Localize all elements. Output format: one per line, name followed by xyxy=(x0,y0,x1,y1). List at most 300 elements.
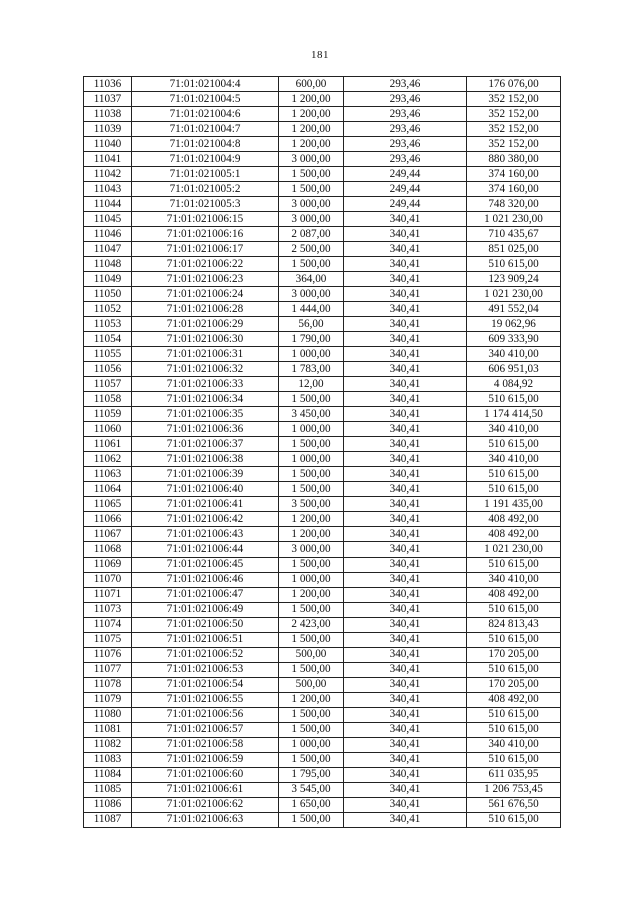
value-cell: 510 615,00 xyxy=(467,812,561,827)
row-number-cell: 11073 xyxy=(84,602,132,617)
table-row xyxy=(84,347,561,362)
row-number-cell: 11079 xyxy=(84,692,132,707)
cadastral-number-cell: 71:01:021006:49 xyxy=(132,602,279,617)
value-cell: 176 076,00 xyxy=(467,77,561,92)
land-plot-table xyxy=(83,76,561,828)
value-cell: 352 152,00 xyxy=(467,137,561,152)
table-row xyxy=(84,92,561,107)
rate-cell: 340,41 xyxy=(344,272,467,287)
cadastral-number-cell: 71:01:021006:59 xyxy=(132,752,279,767)
rate-cell: 340,41 xyxy=(344,557,467,572)
table-row xyxy=(84,122,561,137)
area-cell: 500,00 xyxy=(279,647,344,662)
value-cell: 123 909,24 xyxy=(467,272,561,287)
rate-cell: 340,41 xyxy=(344,572,467,587)
row-number-cell: 11050 xyxy=(84,287,132,302)
area-cell: 3 000,00 xyxy=(279,212,344,227)
page-number: 181 xyxy=(311,49,329,61)
cadastral-number-cell: 71:01:021005:3 xyxy=(132,197,279,212)
value-cell: 1 021 230,00 xyxy=(467,542,561,557)
table-row xyxy=(84,392,561,407)
row-number-cell: 11047 xyxy=(84,242,132,257)
row-number-cell: 11058 xyxy=(84,392,132,407)
cadastral-number-cell: 71:01:021006:53 xyxy=(132,662,279,677)
rate-cell: 340,41 xyxy=(344,692,467,707)
cadastral-number-cell: 71:01:021006:35 xyxy=(132,407,279,422)
row-number-cell: 11061 xyxy=(84,437,132,452)
area-cell: 1 500,00 xyxy=(279,632,344,647)
value-cell: 352 152,00 xyxy=(467,92,561,107)
table-row xyxy=(84,707,561,722)
cadastral-number-cell: 71:01:021006:28 xyxy=(132,302,279,317)
area-cell: 56,00 xyxy=(279,317,344,332)
area-cell: 1 200,00 xyxy=(279,587,344,602)
table-row xyxy=(84,182,561,197)
row-number-cell: 11070 xyxy=(84,572,132,587)
rate-cell: 293,46 xyxy=(344,152,467,167)
row-number-cell: 11068 xyxy=(84,542,132,557)
cadastral-number-cell: 71:01:021006:37 xyxy=(132,437,279,452)
cadastral-number-cell: 71:01:021004:6 xyxy=(132,107,279,122)
value-cell: 340 410,00 xyxy=(467,572,561,587)
table-row xyxy=(84,407,561,422)
table-row xyxy=(84,752,561,767)
table-row xyxy=(84,767,561,782)
cadastral-number-cell: 71:01:021006:33 xyxy=(132,377,279,392)
rate-cell: 293,46 xyxy=(344,92,467,107)
cadastral-number-cell: 71:01:021004:9 xyxy=(132,152,279,167)
value-cell: 1 021 230,00 xyxy=(467,287,561,302)
rate-cell: 340,41 xyxy=(344,347,467,362)
value-cell: 408 492,00 xyxy=(467,692,561,707)
value-cell: 611 035,95 xyxy=(467,767,561,782)
cadastral-number-cell: 71:01:021006:45 xyxy=(132,557,279,572)
value-cell: 4 084,92 xyxy=(467,377,561,392)
row-number-cell: 11046 xyxy=(84,227,132,242)
cadastral-number-cell: 71:01:021006:43 xyxy=(132,527,279,542)
value-cell: 510 615,00 xyxy=(467,257,561,272)
row-number-cell: 11085 xyxy=(84,782,132,797)
rate-cell: 340,41 xyxy=(344,377,467,392)
area-cell: 3 000,00 xyxy=(279,542,344,557)
area-cell: 1 783,00 xyxy=(279,362,344,377)
value-cell: 606 951,03 xyxy=(467,362,561,377)
rate-cell: 293,46 xyxy=(344,77,467,92)
rate-cell: 293,46 xyxy=(344,107,467,122)
cadastral-number-cell: 71:01:021006:17 xyxy=(132,242,279,257)
value-cell: 170 205,00 xyxy=(467,677,561,692)
rate-cell: 340,41 xyxy=(344,587,467,602)
rate-cell: 340,41 xyxy=(344,797,467,812)
rate-cell: 340,41 xyxy=(344,452,467,467)
area-cell: 1 200,00 xyxy=(279,92,344,107)
row-number-cell: 11039 xyxy=(84,122,132,137)
rate-cell: 340,41 xyxy=(344,647,467,662)
table-row xyxy=(84,377,561,392)
area-cell: 600,00 xyxy=(279,77,344,92)
rate-cell: 340,41 xyxy=(344,392,467,407)
rate-cell: 293,46 xyxy=(344,122,467,137)
table-row xyxy=(84,212,561,227)
row-number-cell: 11069 xyxy=(84,557,132,572)
row-number-cell: 11040 xyxy=(84,137,132,152)
table-row xyxy=(84,632,561,647)
rate-cell: 249,44 xyxy=(344,197,467,212)
row-number-cell: 11063 xyxy=(84,467,132,482)
cadastral-number-cell: 71:01:021006:50 xyxy=(132,617,279,632)
value-cell: 510 615,00 xyxy=(467,602,561,617)
area-cell: 1 500,00 xyxy=(279,467,344,482)
table-row xyxy=(84,647,561,662)
table-row xyxy=(84,482,561,497)
rate-cell: 340,41 xyxy=(344,542,467,557)
area-cell: 1 500,00 xyxy=(279,602,344,617)
table-row xyxy=(84,362,561,377)
row-number-cell: 11065 xyxy=(84,497,132,512)
cadastral-number-cell: 71:01:021006:62 xyxy=(132,797,279,812)
row-number-cell: 11053 xyxy=(84,317,132,332)
cadastral-number-cell: 71:01:021006:41 xyxy=(132,497,279,512)
row-number-cell: 11083 xyxy=(84,752,132,767)
rate-cell: 340,41 xyxy=(344,782,467,797)
rate-cell: 340,41 xyxy=(344,707,467,722)
row-number-cell: 11038 xyxy=(84,107,132,122)
value-cell: 374 160,00 xyxy=(467,182,561,197)
area-cell: 1 500,00 xyxy=(279,557,344,572)
table-row xyxy=(84,452,561,467)
row-number-cell: 11054 xyxy=(84,332,132,347)
table-row xyxy=(84,242,561,257)
row-number-cell: 11066 xyxy=(84,512,132,527)
area-cell: 2 500,00 xyxy=(279,242,344,257)
table-row xyxy=(84,692,561,707)
row-number-cell: 11042 xyxy=(84,167,132,182)
cadastral-number-cell: 71:01:021006:42 xyxy=(132,512,279,527)
area-cell: 364,00 xyxy=(279,272,344,287)
value-cell: 1 206 753,45 xyxy=(467,782,561,797)
table-row xyxy=(84,572,561,587)
value-cell: 880 380,00 xyxy=(467,152,561,167)
value-cell: 510 615,00 xyxy=(467,467,561,482)
cadastral-number-cell: 71:01:021006:40 xyxy=(132,482,279,497)
area-cell: 3 450,00 xyxy=(279,407,344,422)
cadastral-number-cell: 71:01:021006:39 xyxy=(132,467,279,482)
rate-cell: 340,41 xyxy=(344,287,467,302)
table-row xyxy=(84,422,561,437)
area-cell: 1 200,00 xyxy=(279,137,344,152)
row-number-cell: 11071 xyxy=(84,587,132,602)
cadastral-number-cell: 71:01:021006:24 xyxy=(132,287,279,302)
area-cell: 1 200,00 xyxy=(279,122,344,137)
table-row xyxy=(84,782,561,797)
rate-cell: 340,41 xyxy=(344,407,467,422)
value-cell: 510 615,00 xyxy=(467,662,561,677)
rate-cell: 340,41 xyxy=(344,632,467,647)
rate-cell: 340,41 xyxy=(344,362,467,377)
row-number-cell: 11048 xyxy=(84,257,132,272)
row-number-cell: 11055 xyxy=(84,347,132,362)
area-cell: 1 500,00 xyxy=(279,707,344,722)
table-row xyxy=(84,332,561,347)
area-cell: 1 200,00 xyxy=(279,512,344,527)
rate-cell: 340,41 xyxy=(344,482,467,497)
row-number-cell: 11064 xyxy=(84,482,132,497)
value-cell: 352 152,00 xyxy=(467,122,561,137)
cadastral-number-cell: 71:01:021006:61 xyxy=(132,782,279,797)
cadastral-number-cell: 71:01:021004:4 xyxy=(132,77,279,92)
row-number-cell: 11081 xyxy=(84,722,132,737)
row-number-cell: 11037 xyxy=(84,92,132,107)
value-cell: 609 333,90 xyxy=(467,332,561,347)
value-cell: 374 160,00 xyxy=(467,167,561,182)
area-cell: 1 200,00 xyxy=(279,107,344,122)
cadastral-number-cell: 71:01:021006:44 xyxy=(132,542,279,557)
value-cell: 510 615,00 xyxy=(467,722,561,737)
rate-cell: 340,41 xyxy=(344,737,467,752)
table-row xyxy=(84,617,561,632)
area-cell: 1 500,00 xyxy=(279,392,344,407)
row-number-cell: 11067 xyxy=(84,527,132,542)
row-number-cell: 11060 xyxy=(84,422,132,437)
cadastral-number-cell: 71:01:021006:23 xyxy=(132,272,279,287)
value-cell: 748 320,00 xyxy=(467,197,561,212)
area-cell: 1 500,00 xyxy=(279,182,344,197)
cadastral-number-cell: 71:01:021006:30 xyxy=(132,332,279,347)
row-number-cell: 11045 xyxy=(84,212,132,227)
table-row xyxy=(84,227,561,242)
value-cell: 340 410,00 xyxy=(467,452,561,467)
area-cell: 500,00 xyxy=(279,677,344,692)
table-row xyxy=(84,107,561,122)
cadastral-number-cell: 71:01:021005:2 xyxy=(132,182,279,197)
area-cell: 1 500,00 xyxy=(279,167,344,182)
area-cell: 2 087,00 xyxy=(279,227,344,242)
table-row xyxy=(84,272,561,287)
cadastral-number-cell: 71:01:021006:22 xyxy=(132,257,279,272)
area-cell: 1 500,00 xyxy=(279,437,344,452)
area-cell: 1 650,00 xyxy=(279,797,344,812)
table-body xyxy=(84,77,561,828)
table-row xyxy=(84,77,561,92)
value-cell: 851 025,00 xyxy=(467,242,561,257)
cadastral-number-cell: 71:01:021006:15 xyxy=(132,212,279,227)
row-number-cell: 11084 xyxy=(84,767,132,782)
cadastral-number-cell: 71:01:021006:29 xyxy=(132,317,279,332)
value-cell: 1 174 414,50 xyxy=(467,407,561,422)
row-number-cell: 11076 xyxy=(84,647,132,662)
rate-cell: 340,41 xyxy=(344,752,467,767)
table-row xyxy=(84,587,561,602)
table-row xyxy=(84,677,561,692)
row-number-cell: 11075 xyxy=(84,632,132,647)
rate-cell: 340,41 xyxy=(344,422,467,437)
cadastral-number-cell: 71:01:021006:36 xyxy=(132,422,279,437)
rate-cell: 340,41 xyxy=(344,602,467,617)
table-row xyxy=(84,167,561,182)
rate-cell: 340,41 xyxy=(344,212,467,227)
cadastral-number-cell: 71:01:021006:32 xyxy=(132,362,279,377)
area-cell: 1 500,00 xyxy=(279,722,344,737)
area-cell: 3 000,00 xyxy=(279,287,344,302)
value-cell: 710 435,67 xyxy=(467,227,561,242)
cadastral-number-cell: 71:01:021004:8 xyxy=(132,137,279,152)
row-number-cell: 11074 xyxy=(84,617,132,632)
value-cell: 408 492,00 xyxy=(467,527,561,542)
area-cell: 1 000,00 xyxy=(279,452,344,467)
area-cell: 1 200,00 xyxy=(279,692,344,707)
table-row xyxy=(84,527,561,542)
row-number-cell: 11062 xyxy=(84,452,132,467)
value-cell: 491 552,04 xyxy=(467,302,561,317)
area-cell: 1 500,00 xyxy=(279,257,344,272)
table-row xyxy=(84,602,561,617)
table-row xyxy=(84,722,561,737)
row-number-cell: 11059 xyxy=(84,407,132,422)
rate-cell: 340,41 xyxy=(344,437,467,452)
rate-cell: 340,41 xyxy=(344,242,467,257)
value-cell: 510 615,00 xyxy=(467,482,561,497)
value-cell: 510 615,00 xyxy=(467,437,561,452)
cadastral-number-cell: 71:01:021006:60 xyxy=(132,767,279,782)
rate-cell: 340,41 xyxy=(344,227,467,242)
table-row xyxy=(84,812,561,827)
row-number-cell: 11080 xyxy=(84,707,132,722)
value-cell: 170 205,00 xyxy=(467,647,561,662)
value-cell: 408 492,00 xyxy=(467,587,561,602)
cadastral-number-cell: 71:01:021006:47 xyxy=(132,587,279,602)
cadastral-number-cell: 71:01:021005:1 xyxy=(132,167,279,182)
cadastral-number-cell: 71:01:021006:51 xyxy=(132,632,279,647)
cadastral-number-cell: 71:01:021006:54 xyxy=(132,677,279,692)
cadastral-number-cell: 71:01:021006:63 xyxy=(132,812,279,827)
cadastral-number-cell: 71:01:021006:57 xyxy=(132,722,279,737)
area-cell: 12,00 xyxy=(279,377,344,392)
value-cell: 824 813,43 xyxy=(467,617,561,632)
table-row xyxy=(84,302,561,317)
row-number-cell: 11036 xyxy=(84,77,132,92)
row-number-cell: 11086 xyxy=(84,797,132,812)
value-cell: 510 615,00 xyxy=(467,557,561,572)
cadastral-number-cell: 71:01:021006:38 xyxy=(132,452,279,467)
row-number-cell: 11057 xyxy=(84,377,132,392)
cadastral-number-cell: 71:01:021006:46 xyxy=(132,572,279,587)
cadastral-number-cell: 71:01:021006:52 xyxy=(132,647,279,662)
rate-cell: 340,41 xyxy=(344,332,467,347)
table-row xyxy=(84,152,561,167)
table-row xyxy=(84,497,561,512)
table-row xyxy=(84,467,561,482)
value-cell: 1 021 230,00 xyxy=(467,212,561,227)
table-row xyxy=(84,737,561,752)
area-cell: 1 795,00 xyxy=(279,767,344,782)
value-cell: 340 410,00 xyxy=(467,422,561,437)
table-row xyxy=(84,542,561,557)
cadastral-number-cell: 71:01:021006:34 xyxy=(132,392,279,407)
table-row xyxy=(84,662,561,677)
rate-cell: 340,41 xyxy=(344,812,467,827)
area-cell: 1 000,00 xyxy=(279,572,344,587)
area-cell: 2 423,00 xyxy=(279,617,344,632)
area-cell: 3 000,00 xyxy=(279,152,344,167)
table-row xyxy=(84,257,561,272)
table-row xyxy=(84,512,561,527)
cadastral-number-cell: 71:01:021006:31 xyxy=(132,347,279,362)
area-cell: 1 500,00 xyxy=(279,812,344,827)
row-number-cell: 11056 xyxy=(84,362,132,377)
area-cell: 3 545,00 xyxy=(279,782,344,797)
rate-cell: 340,41 xyxy=(344,767,467,782)
table-row xyxy=(84,137,561,152)
row-number-cell: 11077 xyxy=(84,662,132,677)
area-cell: 1 500,00 xyxy=(279,662,344,677)
cadastral-number-cell: 71:01:021006:58 xyxy=(132,737,279,752)
row-number-cell: 11044 xyxy=(84,197,132,212)
value-cell: 510 615,00 xyxy=(467,632,561,647)
rate-cell: 340,41 xyxy=(344,677,467,692)
area-cell: 1 500,00 xyxy=(279,752,344,767)
rate-cell: 340,41 xyxy=(344,527,467,542)
area-cell: 1 000,00 xyxy=(279,347,344,362)
cadastral-number-cell: 71:01:021004:5 xyxy=(132,92,279,107)
area-cell: 1 444,00 xyxy=(279,302,344,317)
value-cell: 510 615,00 xyxy=(467,752,561,767)
row-number-cell: 11052 xyxy=(84,302,132,317)
rate-cell: 340,41 xyxy=(344,317,467,332)
table-row xyxy=(84,197,561,212)
rate-cell: 293,46 xyxy=(344,137,467,152)
row-number-cell: 11049 xyxy=(84,272,132,287)
value-cell: 561 676,50 xyxy=(467,797,561,812)
value-cell: 352 152,00 xyxy=(467,107,561,122)
value-cell: 1 191 435,00 xyxy=(467,497,561,512)
rate-cell: 249,44 xyxy=(344,167,467,182)
row-number-cell: 11078 xyxy=(84,677,132,692)
rate-cell: 340,41 xyxy=(344,497,467,512)
cadastral-number-cell: 71:01:021006:55 xyxy=(132,692,279,707)
area-cell: 1 500,00 xyxy=(279,482,344,497)
rate-cell: 340,41 xyxy=(344,512,467,527)
table-row xyxy=(84,317,561,332)
value-cell: 510 615,00 xyxy=(467,392,561,407)
value-cell: 408 492,00 xyxy=(467,512,561,527)
row-number-cell: 11041 xyxy=(84,152,132,167)
value-cell: 340 410,00 xyxy=(467,737,561,752)
table-row xyxy=(84,797,561,812)
cadastral-number-cell: 71:01:021004:7 xyxy=(132,122,279,137)
area-cell: 3 000,00 xyxy=(279,197,344,212)
table-row xyxy=(84,437,561,452)
area-cell: 3 500,00 xyxy=(279,497,344,512)
rate-cell: 340,41 xyxy=(344,257,467,272)
value-cell: 340 410,00 xyxy=(467,347,561,362)
rate-cell: 340,41 xyxy=(344,662,467,677)
row-number-cell: 11043 xyxy=(84,182,132,197)
value-cell: 19 062,96 xyxy=(467,317,561,332)
area-cell: 1 200,00 xyxy=(279,527,344,542)
rate-cell: 340,41 xyxy=(344,617,467,632)
rate-cell: 340,41 xyxy=(344,467,467,482)
cadastral-number-cell: 71:01:021006:16 xyxy=(132,227,279,242)
table-row xyxy=(84,287,561,302)
area-cell: 1 000,00 xyxy=(279,422,344,437)
rate-cell: 340,41 xyxy=(344,722,467,737)
table-row xyxy=(84,557,561,572)
rate-cell: 340,41 xyxy=(344,302,467,317)
rate-cell: 249,44 xyxy=(344,182,467,197)
row-number-cell: 11087 xyxy=(84,812,132,827)
cadastral-number-cell: 71:01:021006:56 xyxy=(132,707,279,722)
area-cell: 1 790,00 xyxy=(279,332,344,347)
